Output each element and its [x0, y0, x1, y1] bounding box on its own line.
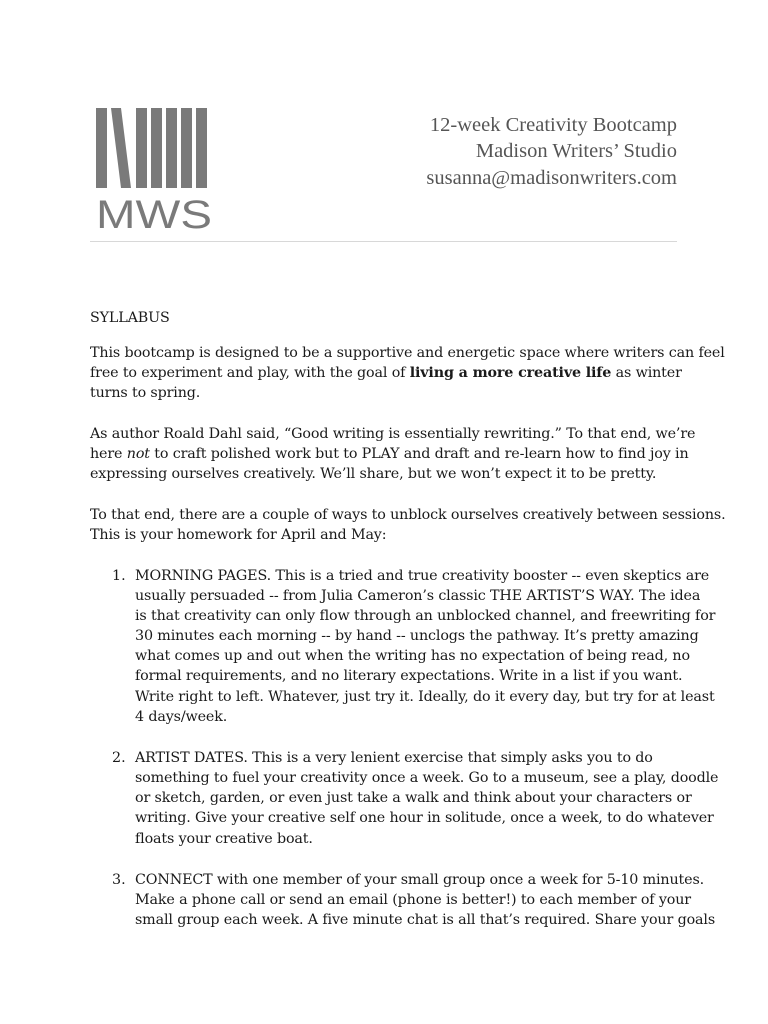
dahl-line: here not to craft polished work but to PLAY and draft and re-learn how to find joy in: [90, 446, 689, 462]
header-program-title: 12-week Creativity Bootcamp: [429, 114, 677, 136]
list-item-line: floats your creative boat.: [135, 831, 313, 847]
mws-logo: [94, 106, 218, 232]
homework-intro-line: To that end, there are a couple of ways to unblock ourselves creatively between sessions.: [90, 507, 726, 523]
list-item-line: 4 days/week.: [135, 709, 228, 725]
list-item-line: is that creativity can only flow through an unblocked channel, and freewriting for: [135, 608, 716, 624]
list-item-line: writing. Give your creative self one hour in solitude, once a week, to do whatever: [135, 810, 714, 826]
svg-text:MWS: MWS: [96, 193, 212, 232]
intro-line: free to experiment and play, with the goal of living a more creative life as winter: [90, 365, 682, 381]
header-divider: [90, 241, 677, 242]
dahl-line: As author Roald Dahl said, “Good writing is essentially rewriting.” To that end, we’re: [90, 426, 696, 442]
list-item-line: or sketch, garden, or even just take a walk and think about your characters or: [135, 790, 692, 806]
intro-line: turns to spring.: [90, 385, 201, 401]
list-item-line: formal requirements, and no literary expectations. Write in a list if you want.: [135, 668, 683, 684]
header-studio-name: Madison Writers’ Studio: [475, 140, 677, 162]
list-number: 3.: [112, 872, 126, 888]
not-emphasis: not: [126, 446, 150, 462]
list-item-line: something to fuel your creativity once a week. Go to a museum, see a play, doodle: [135, 770, 719, 786]
list-item-line: small group each week. A five minute chat is all that’s required. Share your goals: [135, 912, 716, 928]
list-number: 1.: [112, 568, 126, 584]
list-item-line: usually persuaded -- from Julia Cameron’s classic THE ARTIST’S WAY. The idea: [135, 588, 701, 604]
homework-intro-line: This is your homework for April and May:: [90, 527, 387, 543]
list-item-line: CONNECT with one member of your small group once a week for 5-10 minutes.: [135, 872, 705, 888]
list-item-line: 30 minutes each morning -- by hand -- unclogs the pathway. It’s pretty amazing: [135, 628, 699, 644]
intro-line: This bootcamp is designed to be a supportive and energetic space where writers can feel: [90, 345, 725, 361]
dahl-line: expressing ourselves creatively. We’ll share, but we won’t expect it to be pretty.: [90, 466, 657, 482]
list-item-line: ARTIST DATES. This is a very lenient exercise that simply asks you to do: [135, 750, 653, 766]
list-item-line: what comes up and out when the writing has no expectation of being read, no: [135, 648, 690, 664]
list-item-line: Write right to left. Whatever, just try it. Ideally, do it every day, but try for at least: [135, 689, 715, 705]
list-item-line: MORNING PAGES. This is a tried and true creativity booster -- even skeptics are: [135, 568, 710, 584]
syllabus-heading: SYLLABUS: [90, 310, 170, 326]
list-number: 2.: [112, 750, 126, 766]
list-item-line: Make a phone call or send an email (phone is better!) to each member of your: [135, 892, 691, 908]
header-email: susanna@madisonwriters.com: [426, 167, 677, 189]
creative-life-emphasis: living a more creative life: [409, 365, 612, 381]
